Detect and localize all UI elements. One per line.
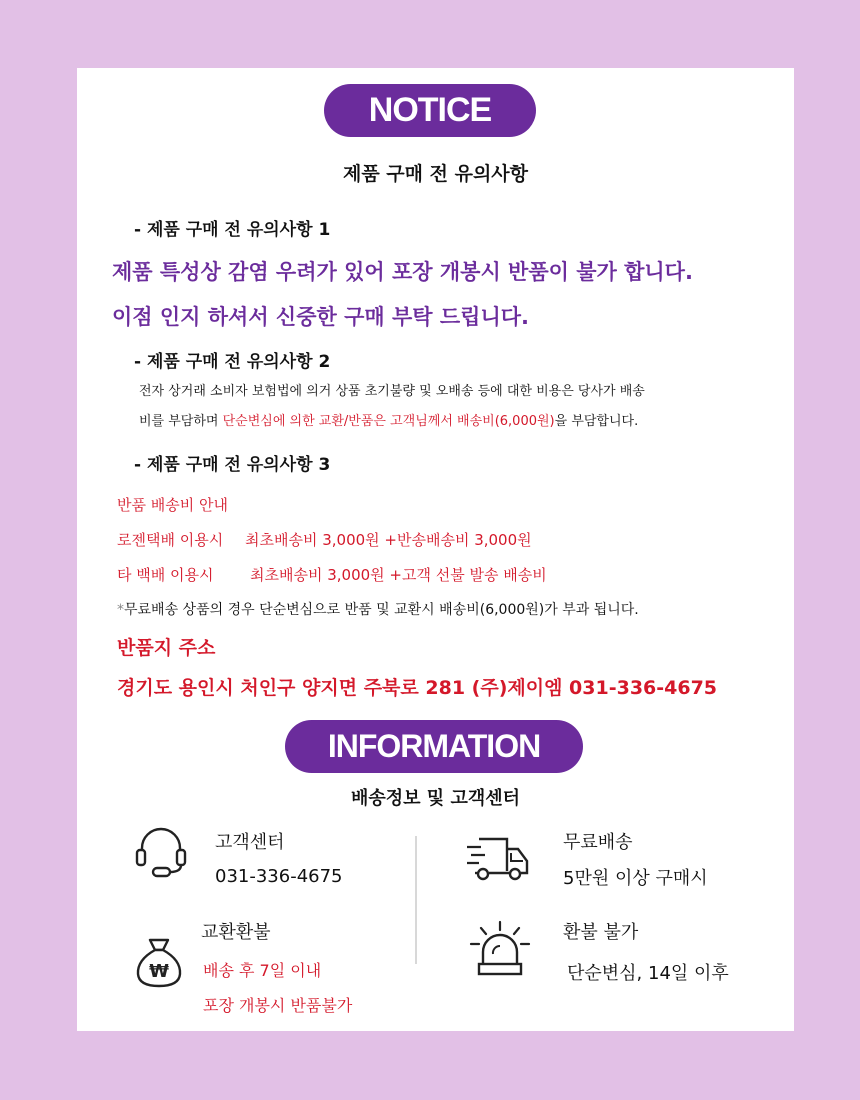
customer-center-title: 고객센터	[215, 832, 285, 853]
delivery-truck-icon	[465, 833, 531, 885]
free-note-asterisk: *	[117, 602, 124, 618]
return-shipping-title: 반품 배송비 안내	[117, 496, 228, 514]
money-bag-won-icon	[134, 936, 184, 990]
svg-text:₩: ₩	[149, 961, 169, 982]
headset-icon	[134, 826, 188, 878]
exchange-refund-note: 포장 개봉시 반품불가	[203, 996, 353, 1015]
return-address: 경기도 용인시 처인구 양지면 주북로 281 (주)제이엠 031-336-4675	[117, 677, 718, 699]
return-row1-value: 최초배송비 3,000원 +반송배송비 3,000원	[245, 531, 532, 549]
notice-item2-line1: 전자 상거래 소비자 보험법에 의거 상품 초기불량 및 오배송 등에 대한 비용은 당사가 배송	[139, 384, 645, 399]
return-address-title: 반품지 주소	[117, 637, 216, 659]
exchange-refund-period: 배송 후 7일 이내	[203, 961, 322, 980]
notice-item2-line2	[139, 410, 638, 429]
notice-item2-line2-post: 을 부담합니다.	[554, 414, 639, 429]
notice-item2-heading: - 제품 구매 전 유의사항 2	[134, 352, 331, 372]
information-title: 배송정보 및 고객센터	[350, 788, 521, 809]
free-shipping-title: 무료배송	[563, 832, 633, 853]
free-note-text: 무료배송 상품의 경우 단순변심으로 반품 및 교환시 배송비(6,000원)가 부과 됩니다.	[124, 602, 639, 618]
return-row2-label: 타 백배 이용시	[117, 566, 214, 584]
notice-item2-line2-red: 단순변심에 의한 교환/반품은 고객님께서 배송비(6,000원)	[222, 414, 555, 429]
notice-item1-line1: 제품 특성상 감염 우려가 있어 포장 개봉시 반품이 불가 합니다.	[112, 260, 693, 284]
return-row2-value: 최초배송비 3,000원 +고객 선불 발송 배송비	[250, 566, 547, 584]
notice-card	[77, 68, 794, 1031]
notice-item3-heading: - 제품 구매 전 유의사항 3	[134, 455, 331, 475]
notice-item1-heading: - 제품 구매 전 유의사항 1	[134, 220, 331, 240]
free-shipping-value: 5만원 이상 구매시	[563, 868, 708, 889]
info-divider	[415, 836, 417, 964]
siren-alarm-icon	[467, 920, 533, 978]
customer-center-phone: 031-336-4675	[215, 866, 343, 887]
notice-badge: NOTICE	[324, 84, 536, 137]
return-row1-label: 로젠택배 이용시	[117, 531, 224, 549]
exchange-refund-title: 교환환불	[201, 922, 271, 943]
no-refund-value: 단순변심, 14일 이후	[567, 963, 729, 984]
no-refund-title: 환불 불가	[563, 922, 639, 943]
free-shipping-note	[117, 599, 639, 619]
information-badge: INFORMATION	[285, 720, 583, 773]
notice-item1-line2: 이점 인지 하셔서 신중한 구매 부탁 드립니다.	[112, 305, 529, 329]
notice-title: 제품 구매 전 유의사항	[342, 163, 529, 185]
notice-item2-line2-pre: 비를 부담하며	[139, 414, 223, 429]
